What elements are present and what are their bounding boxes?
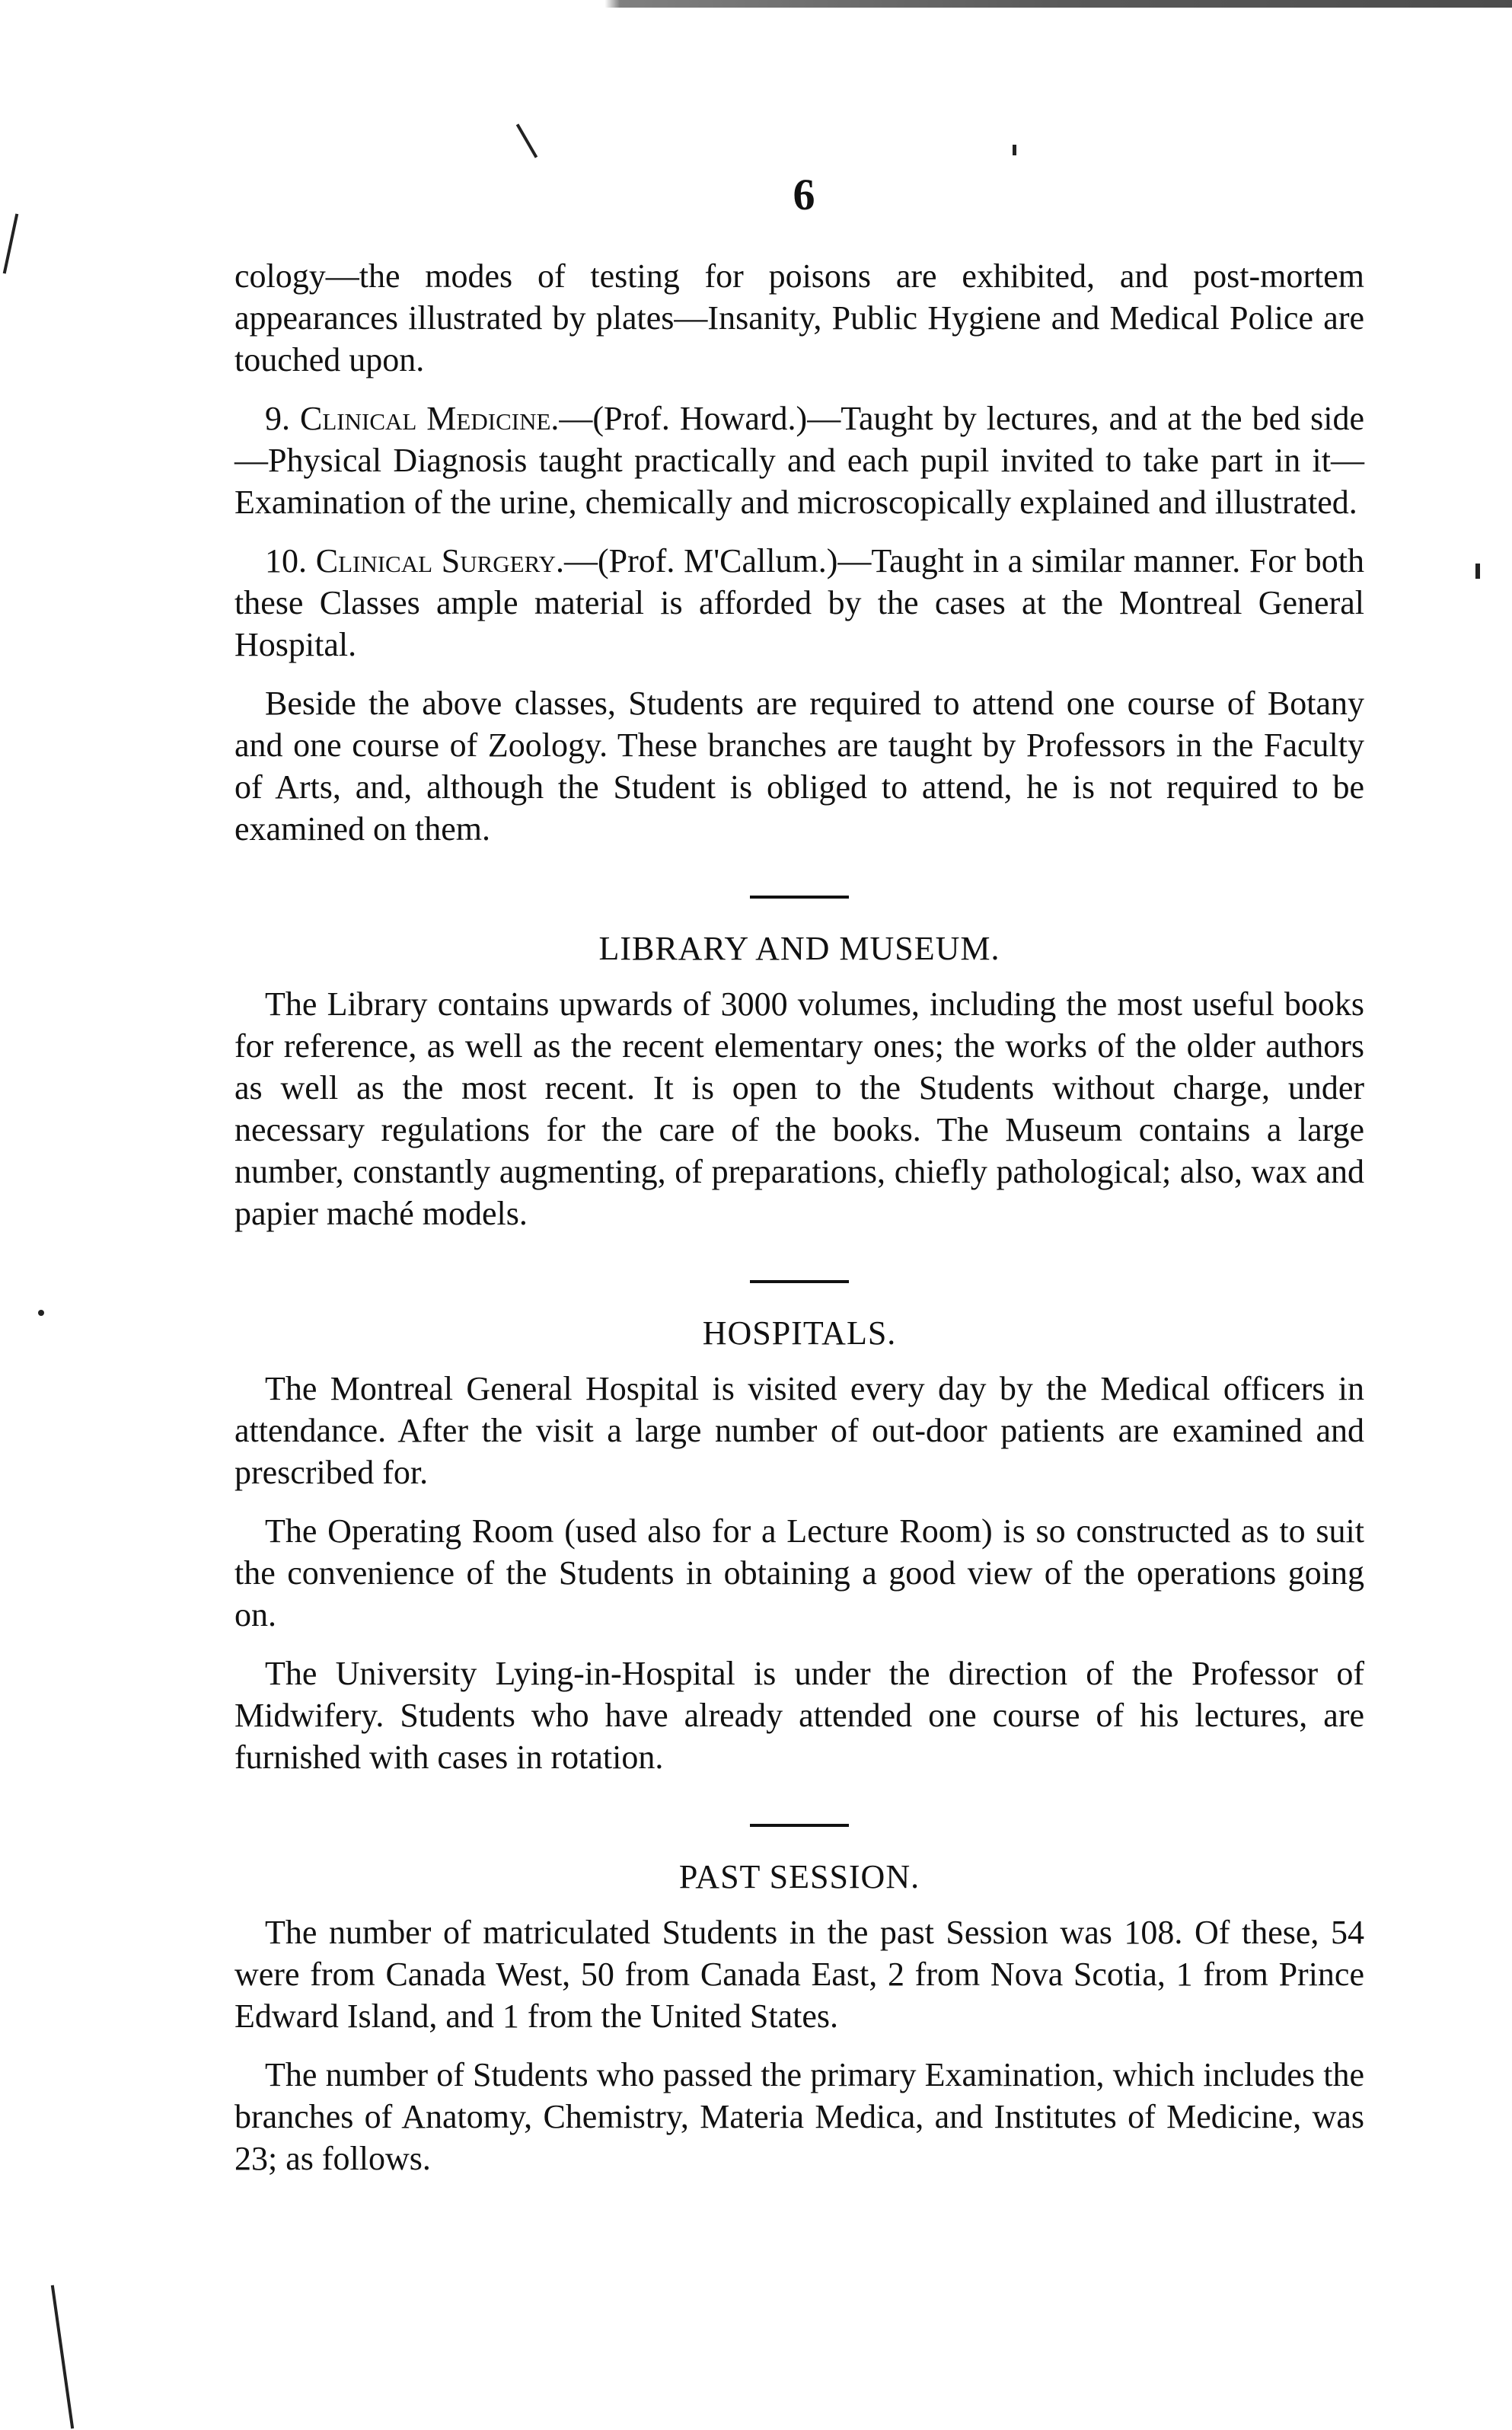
scan-mark (51, 2285, 74, 2429)
intro-paragraph: cology—the modes of testing for poisons are exhibited, and post-mortem appearances illustrated by plates—Insanity, Public Hygiene and Medical Police are touched upon. (234, 257, 1364, 378)
past-session-paragraph: The number of matriculated Students in the past Session was 108. Of these, 54 were from Canada West, 50 from Canada East, 2 from Nova Scotia, 1 from Prince Edward Island, and 1 from the United States. (234, 1914, 1364, 2035)
item-10-number: 10. (265, 542, 307, 580)
past-session-paragraph: The number of Students who passed the primary Examination, which includes the branches of Anatomy, Chemistry, Materia Medica, and Institutes of Medicine, was 23; as follows. (234, 2056, 1364, 2177)
page-number: 6 (793, 170, 815, 219)
section-rule (750, 1280, 849, 1283)
scan-top-edge (0, 0, 1512, 8)
item-10-text: —(Prof. M'Callum.)—Taught in a similar manner. For both these Classes ample material is afforded by the cases at the Montreal General Hospital. (234, 542, 1365, 663)
page-body (234, 255, 1364, 2196)
hospitals-paragraph: The Montreal General Hospital is visited every day by the Medical officers in attendance. After the visit a large number of out-door patients are examined and prescribed for. (234, 1370, 1364, 1491)
hospitals-paragraph: The University Lying-in-Hospital is under the direction of the Professor of Midwifery. Students who have already attended one course of his lectures, are furnished with cases in rotation. (234, 1655, 1364, 1776)
section-rule (750, 1824, 849, 1827)
scan-mark (1013, 145, 1016, 155)
past-session-heading: PAST SESSION. (678, 1858, 920, 1895)
item-9-number: 9. (265, 400, 290, 437)
hospitals-heading: HOSPITALS. (702, 1314, 897, 1352)
scan-mark (3, 213, 19, 273)
scan-mark (516, 123, 537, 158)
scan-mark (1475, 564, 1480, 579)
item-10-paragraph (234, 540, 1364, 666)
item-9-title: Clinical Medicine. (300, 400, 560, 437)
hospitals-paragraph: The Operating Room (used also for a Lecture Room) is so constructed as to suit the convenience of the Students in obtaining a good view of the operations going on. (234, 1512, 1364, 1633)
beside-paragraph: Beside the above classes, Students are required to attend one course of Botany and one course of Zoology. These branches are taught by Professors in the Faculty of Arts, and, although the Student is obliged to attend, he is not required to be examined on them. (234, 685, 1364, 848)
library-paragraph: The Library contains upwards of 3000 volumes, including the most useful books for reference, as well as the recent elementary ones; the works of the older authors as well as the most recent. It is open to the Students without charge, under necessary regulations for the care of the books. The Museum contains a large number, constantly augmenting, of preparations, chiefly pathological; also, wax and papier maché models. (234, 985, 1364, 1232)
library-heading: LIBRARY AND MUSEUM. (598, 930, 1000, 967)
item-9-paragraph (234, 398, 1364, 523)
item-9-text: —(Prof. Howard.)—Taught by lectures, and at the bed side—Physical Diagnosis taught practically and each pupil invited to take part in it—Examination of the urine, chemically and microscopically explained and illustrated. (234, 400, 1364, 521)
section-rule (750, 896, 849, 899)
scan-mark (38, 1310, 44, 1316)
item-10-title: Clinical Surgery. (315, 542, 564, 580)
